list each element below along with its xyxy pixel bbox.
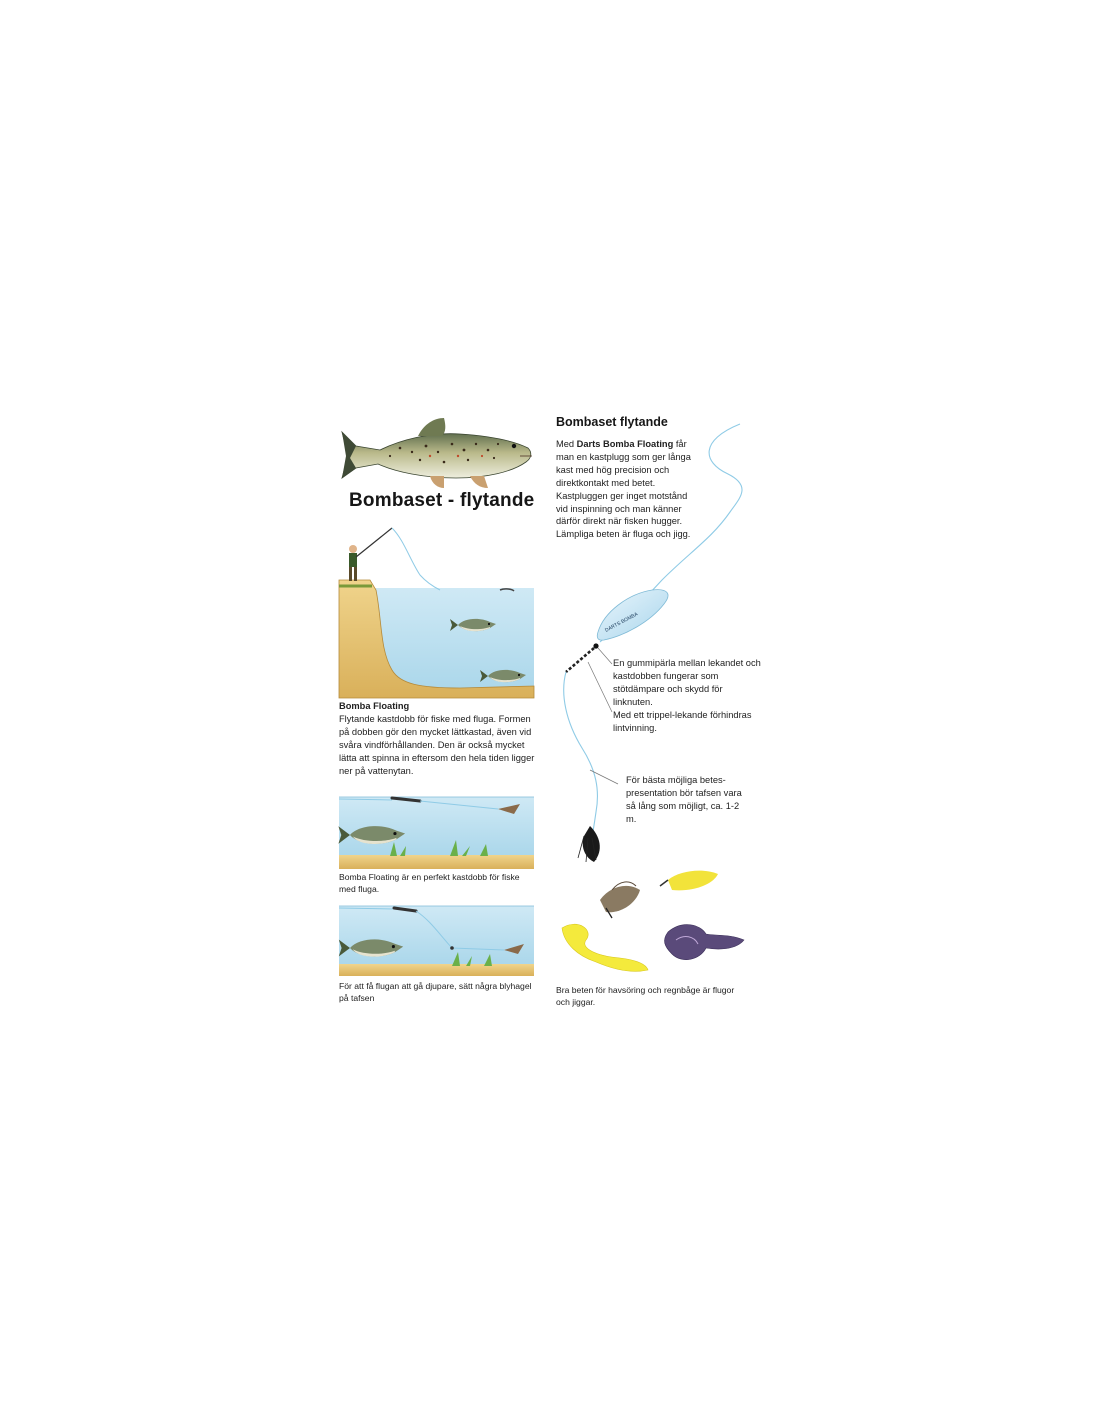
annotation-swivel: Med ett trippel-lekande förhindras lintvinning. bbox=[613, 709, 752, 733]
angler-figure bbox=[349, 528, 392, 581]
caption-deep: För att få flugan att gå djupare, sätt några blyhagel på tafsen bbox=[339, 981, 532, 1003]
intro-prefix: Med bbox=[556, 439, 577, 449]
rubber-bead-icon bbox=[593, 643, 598, 648]
bait-caption: Bra beten för havsöring och regnbåge är flugor och jiggar. bbox=[556, 985, 735, 1007]
bomba-floating-heading: Bomba Floating bbox=[339, 701, 410, 711]
brand-name: Darts Bomba Floating bbox=[576, 439, 674, 449]
fly-icon bbox=[578, 826, 600, 862]
intro-text: får man en kastplugg som ger långa kast med hög precision och direktkontakt med betet. Kastpluggen ger inget motstånd vid inspinning och man känner därför direkt när fisken hugger. Lämpliga beten är fluga och jigg. bbox=[556, 439, 691, 540]
deep-scene bbox=[339, 906, 534, 976]
yellow-streamer-icon bbox=[660, 871, 718, 891]
bomba-floating-description bbox=[339, 700, 539, 777]
brown-fly-icon bbox=[600, 882, 640, 918]
annotation-bead: En gummipärla mellan lekandet och kastdobben fungerar som stötdämpare och skydd för linknuten. bbox=[613, 658, 761, 707]
float-body bbox=[597, 590, 668, 641]
annotation-bead-swivel bbox=[613, 657, 763, 734]
surface-scene bbox=[338, 797, 534, 869]
annotation-leader: För bästa möjliga betes-presentation bör tafsen vara så lång som möjligt, ca. 1-2 m. bbox=[626, 775, 742, 824]
page-title: Bombaset - flytande bbox=[349, 490, 535, 511]
angler-scene bbox=[339, 528, 534, 698]
section-heading: Bombaset flytande bbox=[556, 415, 668, 429]
intro-paragraph bbox=[556, 438, 694, 541]
bait-illustrations bbox=[562, 871, 744, 972]
yellow-twister-icon bbox=[562, 924, 648, 971]
caption-surface: Bomba Floating är en perfekt kastdobb för fiske med fluga. bbox=[339, 872, 520, 894]
float-label: DARTS BOMBA bbox=[604, 611, 640, 634]
purple-jig-icon bbox=[665, 925, 744, 960]
bomba-floating-text: Flytande kastdobb för fiske med fluga. Formen på dobben gör den mycket lättkastad, även vid svåra vindförhållanden. Den är också mycket lätta att spinna in eftersom den hela tiden ligger ner på vattenytan. bbox=[339, 713, 535, 776]
trout-illustration bbox=[342, 418, 532, 488]
